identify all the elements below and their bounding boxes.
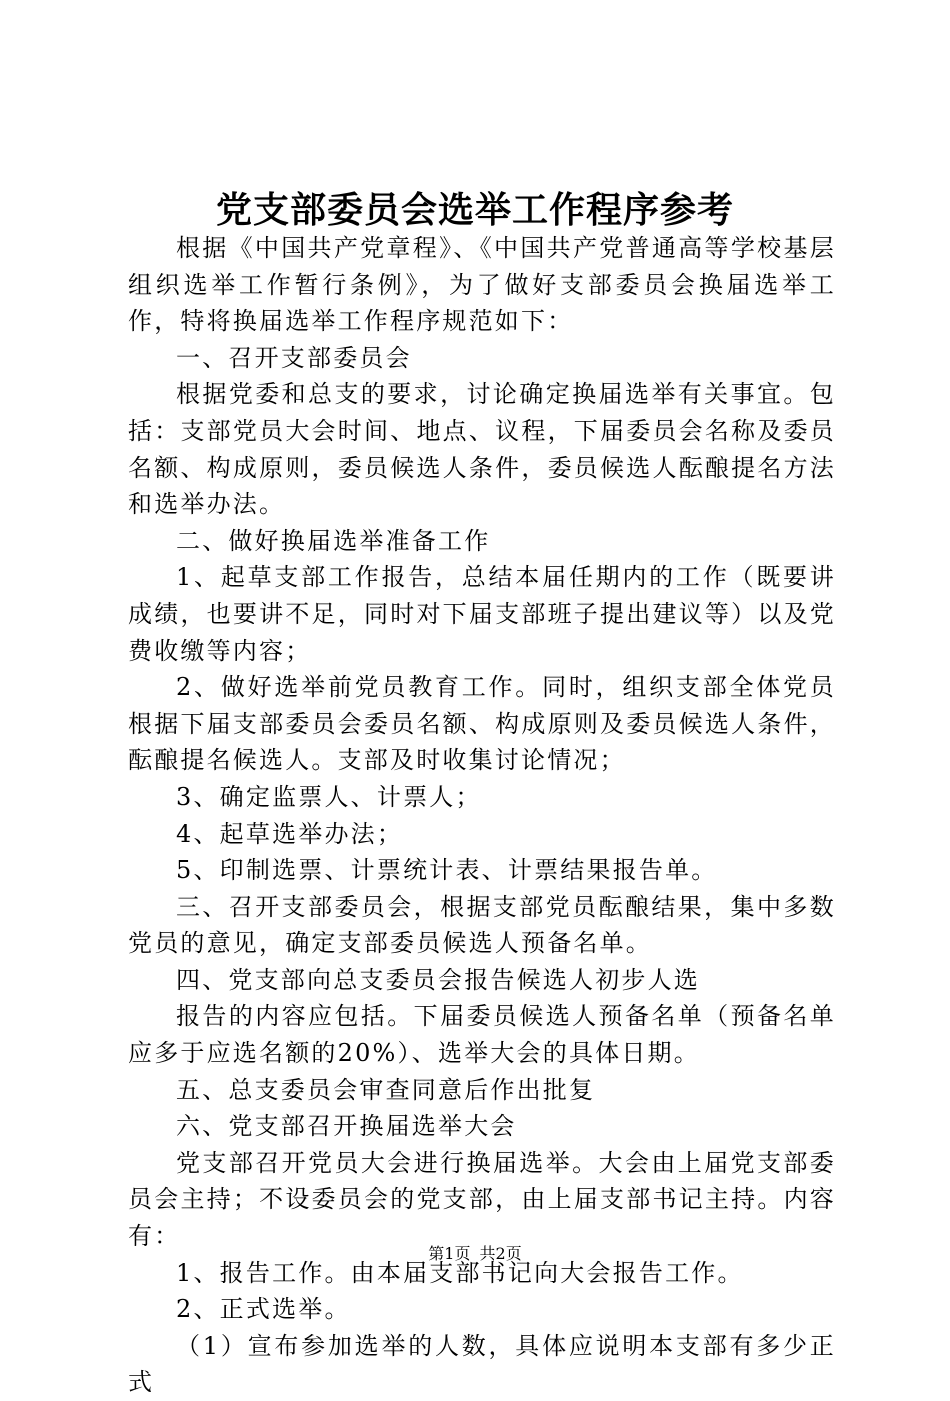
section-heading: 六、党支部召开换届选举大会 bbox=[176, 1112, 517, 1141]
section-heading: 二、做好换届选举准备工作 bbox=[176, 526, 491, 555]
list-item: （1）宣布参加选举的人数，具体应说明本支部有多少正式 bbox=[128, 1331, 836, 1397]
paragraph: 报告的内容应包括。下届委员候选人预备名单（预备名单应多于应选名额的20%）、选举大会的具体日期。 bbox=[128, 1002, 836, 1068]
page-footer bbox=[0, 1244, 950, 1264]
section-heading: 一、召开支部委员会 bbox=[176, 343, 412, 372]
page-number: 第1页 bbox=[428, 1244, 471, 1263]
paragraph: 党支部召开党员大会进行换届选举。大会由上届党支部委员会主持；不设委员会的党支部，由上届支部书记主持。内容有： bbox=[128, 1148, 836, 1251]
section-heading: 四、党支部向总支委员会报告候选人初步人选 bbox=[176, 965, 700, 994]
section-heading: 三、召开支部委员会，根据支部党员酝酿结果，集中多数党员的意见，确定支部委员候选人预备名单。 bbox=[128, 892, 836, 958]
page-total: 共2页 bbox=[479, 1244, 522, 1263]
paragraph: 根据党委和总支的要求，讨论确定换届选举有关事宜。包括：支部党员大会时间、地点、议程，下届委员会名称及委员名额、构成原则，委员候选人条件，委员候选人酝酿提名方法和选举办法。 bbox=[128, 380, 836, 519]
list-item: 2、做好选举前党员教育工作。同时，组织支部全体党员根据下届支部委员会委员名额、构成原则及委员候选人条件，酝酿提名候选人。支部及时收集讨论情况； bbox=[128, 673, 836, 775]
section-heading: 五、总支委员会审查同意后作出批复 bbox=[176, 1075, 596, 1104]
document-title: 党支部委员会选举工作程序参考 bbox=[215, 189, 734, 231]
list-item: 1、起草支部工作报告，总结本届任期内的工作（既要讲成绩，也要讲不足，同时对下届支部班子提出建议等）以及党费收缴等内容； bbox=[128, 563, 836, 665]
list-item: 4、起草选举办法； bbox=[176, 819, 404, 848]
list-item: 2、正式选举。 bbox=[176, 1295, 351, 1324]
document-body bbox=[128, 230, 836, 1401]
list-item: 3、确定监票人、计票人； bbox=[176, 782, 482, 811]
paragraph: 根据《中国共产党章程》、《中国共产党普通高等学校基层组织选举工作暂行条例》，为了做好支部委员会换届选举工作，特将换届选举工作程序规范如下： bbox=[128, 234, 836, 336]
list-item: 1、报告工作。由本届支部书记向大会报告工作。 bbox=[176, 1258, 744, 1287]
list-item: 5、印制选票、计票统计表、计票结果报告单。 bbox=[176, 856, 718, 885]
